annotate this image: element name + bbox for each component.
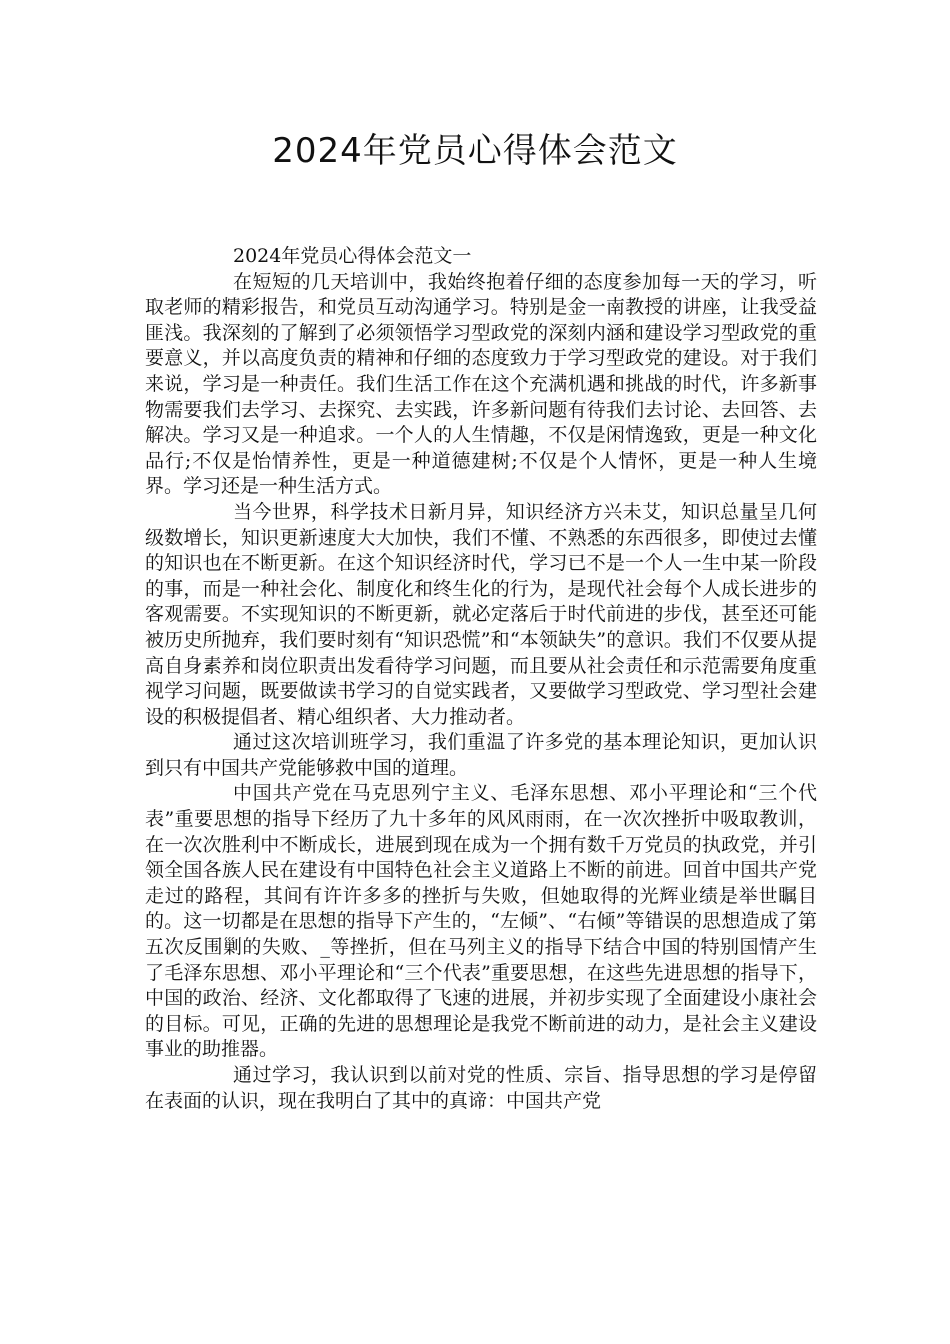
paragraph-1: 在短短的几天培训中，我始终抱着仔细的态度参加每一天的学习，听取老师的精彩报告，和党员互动沟通学习。特别是金一南教授的讲座，让我受益匪浅。我深刻的了解到了必须领悟学习型政党的深刻内涵和建设学习型政党的重要意义，并以高度负责的精神和仔细的态度致力于学习型政党的建设。对于我们来说，学习是一种责任。我们生活工作在这个充满机遇和挑战的时代，许多新事物需要我们去学习、去探究、去实践，许多新问题有待我们去讨论、去回答、去解决。学习又是一种追求。一个人的人生情趣，不仅是闲情逸致，更是一种文化品行;不仅是怡情养性，更是一种道德建树;不仅是个人情怀，更是一种人生境界。学习还是一种生活方式。 xyxy=(145,270,817,498)
document-body xyxy=(145,244,817,1114)
document-title: 2024年党员心得体会范文 xyxy=(272,131,678,171)
paragraph-3: 通过这次培训班学习，我们重温了许多党的基本理论知识，更加认识到只有中国共产党能够救中国的道理。 xyxy=(145,731,817,779)
section-heading: 2024年党员心得体会范文一 xyxy=(233,245,472,267)
paragraph-2: 当今世界，科学技术日新月异，知识经济方兴未艾，知识总量呈几何级数增长，知识更新速度大大加快，我们不懂、不熟悉的东西很多，即使过去懂的知识也在不断更新。在这个知识经济时代，学习已不是一个人一生中某一阶段的事，而是一种社会化、制度化和终生化的行为，是现代社会每个人成长进步的客观需要。不实现知识的不断更新，就必定落后于时代前进的步伐，甚至还可能被历史所抛弃，我们要时刻有“知识恐慌”和“本领缺失”的意识。我们不仅要从提高自身素养和岗位职责出发看待学习问题，而且要从社会责任和示范需要角度重视学习问题，既要做读书学习的自觉实践者，又要做学习型政党、学习型社会建设的积极提倡者、精心组织者、大力推动者。 xyxy=(145,500,817,728)
paragraph-4: 中国共产党在马克思列宁主义、毛泽东思想、邓小平理论和“三个代表”重要思想的指导下经历了九十多年的风风雨雨，在一次次挫折中吸取教训，在一次次胜利中不断成长，进展到现在成为一个拥有数千万党员的执政党，并引领全国各族人民在建设有中国特色社会主义道路上不断的前进。回首中国共产党走过的路程，其间有许许多多的挫折与失败，但她取得的光辉业绩是举世瞩目的。这一切都是在思想的指导下产生的，“左倾”、“右倾”等错误的思想造成了第五次反围剿的失败、_等挫折，但在马列主义的指导下结合中国的特别国情产生了毛泽东思想、邓小平理论和“三个代表”重要思想，在这些先进思想的指导下，中国的政治、经济、文化都取得了飞速的进展，并初步实现了全面建设小康社会的目标。可见，正确的先进的思想理论是我党不断前进的动力，是社会主义建设事业的助推器。 xyxy=(145,782,817,1061)
paragraph-5: 通过学习，我认识到以前对党的性质、宗旨、指导思想的学习是停留在表面的认识，现在我明白了其中的真谛：中国共产党 xyxy=(145,1064,817,1112)
